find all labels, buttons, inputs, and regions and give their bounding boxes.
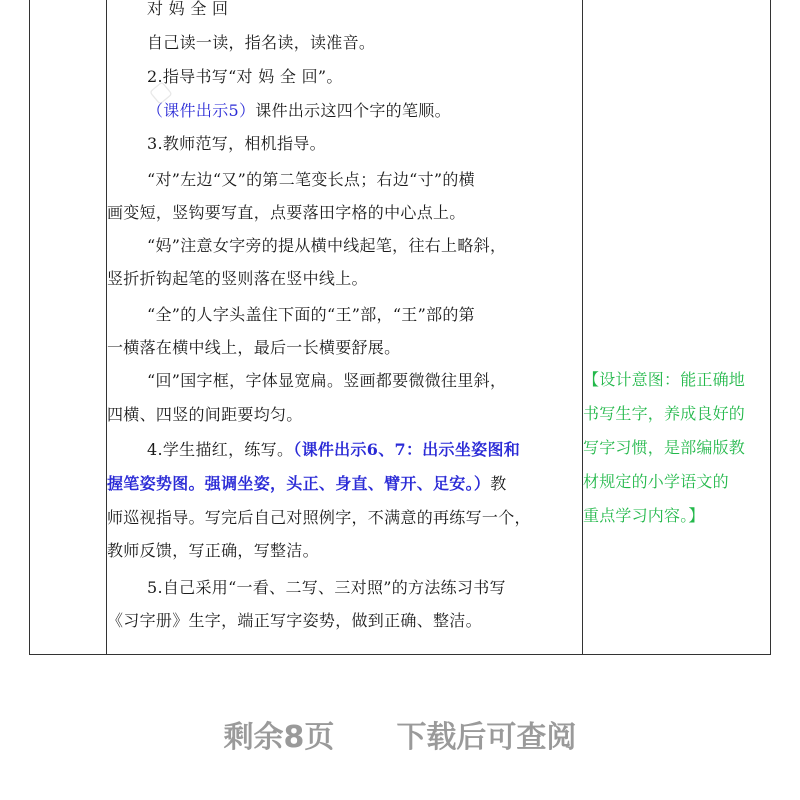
content-line (107, 0, 623, 25)
content-text: “回”国字框，字体显宽扁。竖画都要微微往里斜， (147, 371, 507, 390)
remaining-pages-text: 剩余8页 (223, 720, 335, 755)
content-text: 画变短，竖钩要写直，点要落田字格的中心点上。 (107, 203, 466, 222)
content-line (107, 298, 623, 331)
content-text: “全”的人字头盖住下面的“王”部，“王”部的第 (147, 305, 475, 324)
content-text: “妈”注意女字旁的提从横中线起笔，往右上略斜， (147, 236, 507, 255)
teaching-process-cell (107, 0, 583, 654)
content-text: 4.学生描红，练写。 (147, 440, 294, 459)
note-line: 写字习惯，是部编版教 (583, 438, 746, 457)
content-text: 2.指导书写“对 妈 全 回”。 (147, 67, 343, 86)
courseware-text: （课件出示5） (147, 101, 256, 120)
content-text: 教 (490, 474, 507, 493)
content-line (107, 331, 583, 364)
content-line (107, 398, 583, 431)
content-text: 3.教师范写，相机指导。 (147, 134, 326, 153)
courseware-text: 握笔姿势图。强调坐姿，头正、身直、臂开、足安。） (107, 474, 491, 493)
table-border-left (29, 0, 30, 654)
download-to-view-link[interactable]: 下载后可查阅 (396, 720, 577, 755)
content-text: 课件出示这四个字的笔顺。 (255, 101, 451, 120)
content-line (107, 94, 623, 127)
content-line (107, 60, 623, 93)
content-line (107, 26, 623, 59)
content-line (107, 163, 623, 196)
content-line (107, 196, 583, 229)
download-footer (0, 712, 800, 756)
content-text: 5.自己采用“一看、二写、三对照”的方法练习书写 (147, 578, 506, 597)
content-text: “对”左边“又”的第二笔变长点；右边“寸”的横 (147, 170, 475, 189)
note-line: 书写生字，养成良好的 (583, 404, 746, 423)
watermark: ▢ (144, 76, 177, 109)
content-text: 教师反馈，写正确，写整洁。 (107, 541, 319, 560)
content-text: 自己读一读，指名读，读准音。 (147, 33, 376, 52)
content-line (107, 571, 623, 604)
table-border-bottom (29, 654, 771, 655)
content-line (107, 262, 583, 295)
content-text: 师巡视指导。写完后自己对照例字，不满意的再练写一个， (107, 508, 531, 527)
content-line (107, 534, 583, 567)
note-line: 材规定的小学语文的 (583, 472, 729, 491)
content-line (107, 467, 583, 500)
content-line (107, 229, 623, 262)
table-border-right (770, 0, 771, 654)
content-line (107, 433, 623, 466)
courseware-text: （课件出示6、7：出示坐姿图和 (293, 440, 521, 459)
content-text: 一横落在横中线上，最后一长横要舒展。 (107, 338, 401, 357)
content-line (107, 364, 623, 397)
content-text: 对 妈 全 回 (147, 0, 229, 18)
content-text: 《习字册》生字，端正写字姿势，做到正确、整洁。 (107, 611, 482, 630)
content-text: 四横、四竖的间距要均匀。 (107, 405, 303, 424)
content-line (107, 604, 583, 637)
design-intent-note (583, 363, 770, 533)
content-text: 竖折折钩起笔的竖则落在竖中线上。 (107, 269, 368, 288)
content-line (107, 501, 583, 534)
note-line: 重点学习内容。】 (583, 506, 705, 525)
note-line: 【设计意图：能正确地 (583, 370, 746, 389)
content-line (107, 127, 623, 160)
